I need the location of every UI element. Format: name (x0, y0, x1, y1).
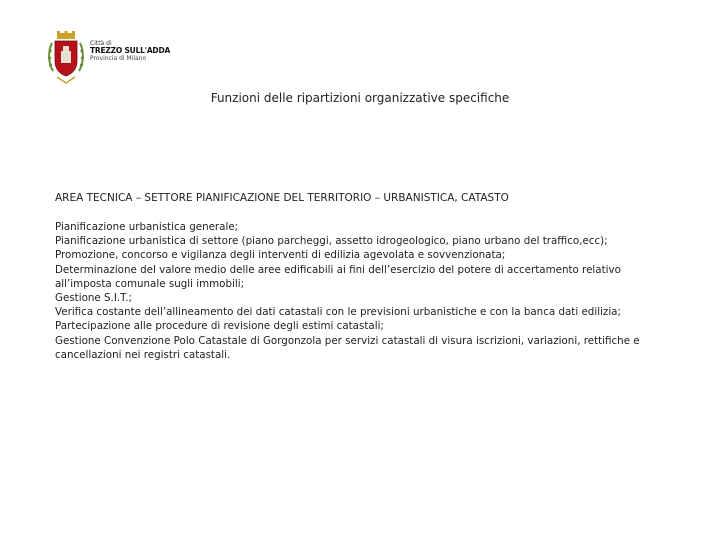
logo-city-name: TREZZO SULL'ADDA (90, 46, 171, 56)
section-heading: AREA TECNICA – SETTORE PIANIFICAZIONE DEL TERRITORIO – URBANISTICA, CATASTO (55, 192, 509, 204)
list-item: Pianificazione urbanistica di settore (piano parcheggi, assetto idrogeologico, piano urbano del traffico,ecc); (55, 235, 608, 248)
list-item: Verifica costante dell’allineamento dei dati catastali con le previsioni urbanistiche e con la banca dati edilizia; (55, 306, 621, 319)
list-item: Gestione S.I.T.; (55, 292, 132, 305)
list-item: Gestione Convenzione Polo Catastale di Gorgonzola per servizi catastali di visura iscrizioni, variazioni, rettifiche e cancellazioni nei registri catastali. (55, 334, 640, 361)
logo-city-prefix: Città di (90, 40, 112, 47)
page-title: Funzioni delle ripartizioni organizzative specifiche (210, 91, 510, 105)
list-item: Promozione, concorso e vigilanza degli interventi di edilizia agevolata e sovvenzionata; (55, 249, 506, 262)
municipality-logo (47, 31, 177, 87)
function-list (55, 220, 675, 362)
coat-of-arms-icon (47, 31, 85, 85)
list-item: Pianificazione urbanistica generale; (55, 221, 239, 233)
list-item: Determinazione del valore medio delle aree edificabili ai fini dell’esercizio del potere di accertamento relativo all’imposta comunale sugli immobili; (55, 263, 621, 290)
logo-province: Provincia di Milano (90, 55, 147, 63)
list-item: Partecipazione alle procedure di revisione degli estimi catastali; (55, 320, 384, 333)
